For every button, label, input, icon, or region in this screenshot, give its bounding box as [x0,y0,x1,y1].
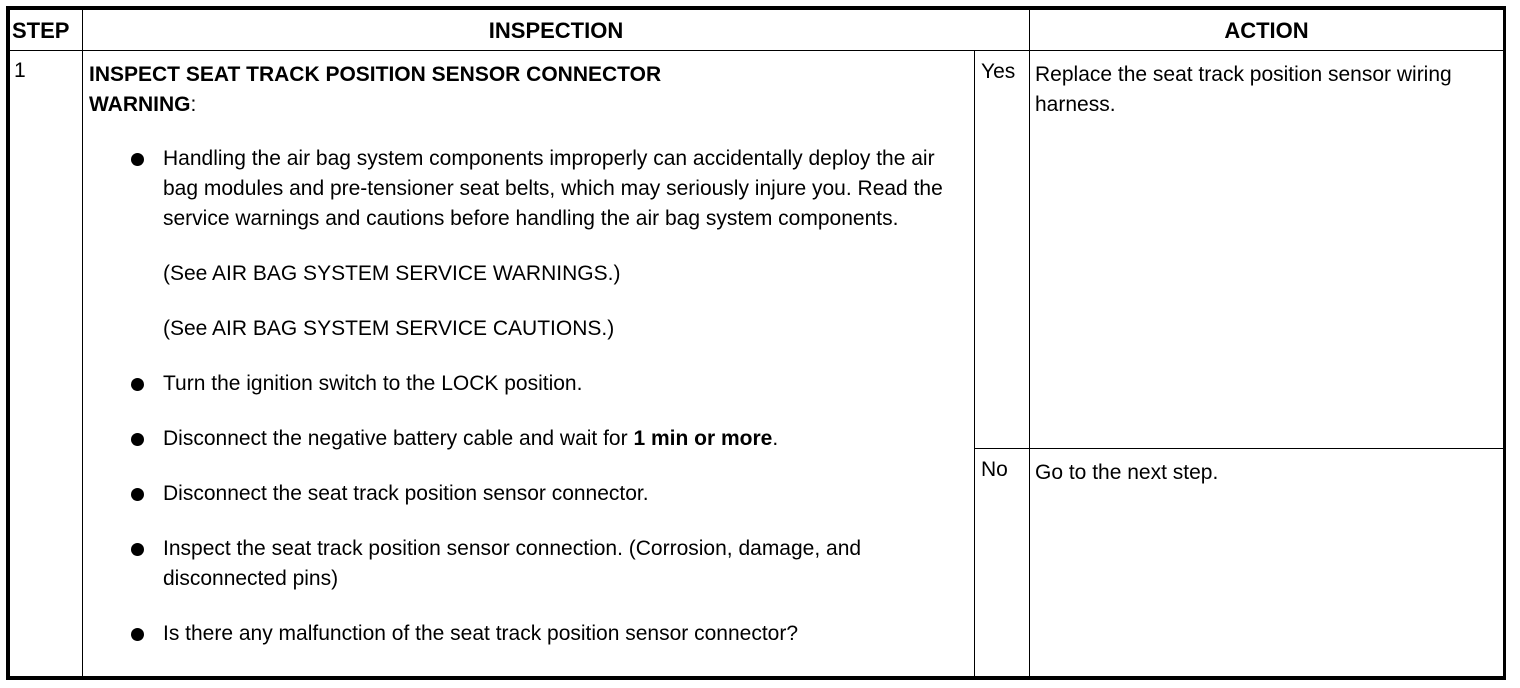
list-item [131,424,968,454]
bullet-icon [131,628,144,641]
step-text-bold: 1 min or more [633,427,773,450]
list-item [131,534,968,594]
inspection-cell [83,51,975,677]
list-item [131,479,968,509]
warning-label: WARNING [89,93,191,116]
question-text: Is there any malfunction of the seat track position sensor connector? [163,622,799,645]
step-number: 1 [10,51,83,677]
inspection-steps-list [89,144,968,649]
step-text: Turn the ignition switch to the LOCK position. [163,372,583,395]
warnings-reference: (See AIR BAG SYSTEM SERVICE WARNINGS.) [163,262,621,285]
step-text-pre: Disconnect the negative battery cable and wait for [163,427,634,450]
yes-action: Replace the seat track position sensor wiring harness. [1030,51,1504,449]
step-text: Disconnect the seat track position sensor connector. [163,482,649,505]
header-step: STEP [10,10,83,51]
header-inspection: INSPECTION [83,10,1030,51]
inspection-table [9,9,1504,677]
bullet-icon [131,433,144,446]
inspection-title: INSPECT SEAT TRACK POSITION SENSOR CONNECTOR [89,63,662,86]
bullet-icon [131,543,144,556]
bullet-icon [131,488,144,501]
bullet-icon [131,378,144,391]
step-text-post: . [772,427,779,450]
list-item [131,369,968,399]
bullet-icon [131,153,144,166]
inspection-table-frame [6,6,1506,680]
no-label: No [975,449,1030,677]
warning-text: Handling the air bag system components improperly can accidentally deploy the air bag modules and pre-tensioner seat belts, which may seriously injure you. Read the service warnings and cautions before handling the air bag system components. [163,147,943,230]
table-row [10,51,1504,449]
header-action: ACTION [1030,10,1504,51]
no-action: Go to the next step. [1030,449,1504,677]
list-item [131,619,968,649]
step-text: Inspect the seat track position sensor connection. (Corrosion, damage, and disconnected pins) [163,537,862,590]
warning-colon: : [190,93,197,116]
list-item [131,144,968,344]
header-row [10,10,1504,51]
yes-label: Yes [975,51,1030,449]
cautions-reference: (See AIR BAG SYSTEM SERVICE CAUTIONS.) [163,317,615,340]
warning-heading [89,93,196,116]
